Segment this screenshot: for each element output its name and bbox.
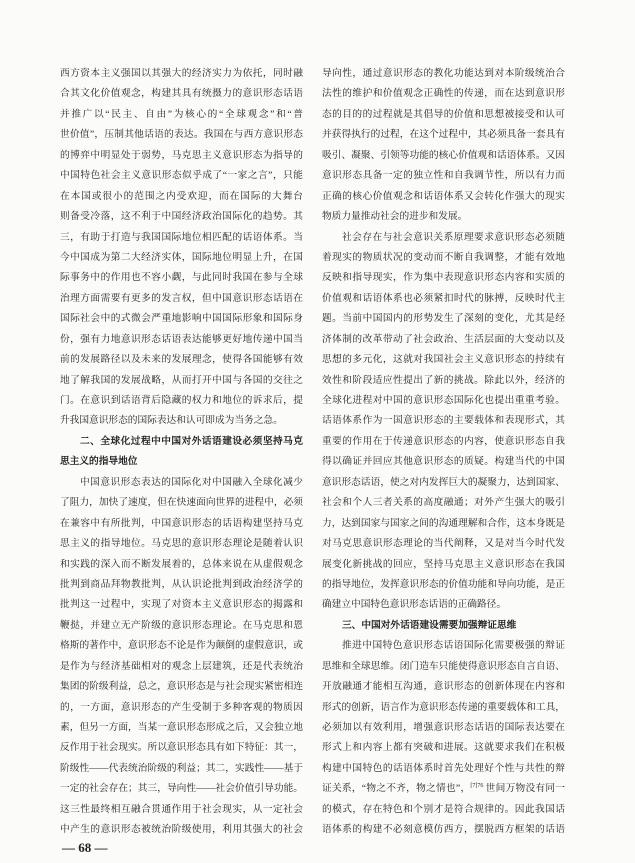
- text-line: 的，一方面，意识形态的产生受制于多种客观的物质因: [60, 701, 303, 713]
- text-line: 导向性，通过意识形态的教化功能达到对本阶级统治合: [322, 68, 565, 79]
- text-line: 这三性最终相互融合贯通作用于社会现实，从一定社会: [60, 803, 303, 815]
- text-line: 阶级性——代表统治阶级的利益；其二，实践性——基于: [60, 762, 303, 774]
- page-number: — 68 —: [62, 840, 108, 855]
- text-line: 价值观和话语体系也必须紧扣时代的脉搏，反映时代主: [322, 292, 565, 304]
- text-line: 和实践的深入而不断发展着的，总体来说在从虚假观念: [60, 558, 303, 570]
- text-line: 地了解我国的发展战略，从而打开中国与各国的交往之: [60, 374, 303, 386]
- text-line: 份，强有力地意识形态话语表达能够更好地传递中国当: [60, 333, 303, 345]
- text-line: 并推广以“民主、自由”为核心的“全球观念”和“普: [60, 108, 303, 120]
- text-line: 着现实的物质状况的变动而不断自我调整，才能有效地: [322, 251, 565, 263]
- text-line: 三，有助于打造与我国国际地位相匹配的话语体系。当: [60, 231, 303, 243]
- text-line: 重要的作用在于传递意识形态的内容，使意识形态自我: [322, 435, 565, 447]
- text-line: 格斯的著作中，意识形态不论是作为颠倒的虚假意识，或: [60, 640, 303, 652]
- text-line: 力，达到国家与国家之间的沟通理解和合作，这本身既是: [322, 517, 565, 529]
- text-line: 的博弈中明显处于弱势，马克思主义意识形态为指导的: [60, 149, 303, 161]
- text-line: 在兼容中有所批判，中国意识形态的话语构建坚持马克: [60, 517, 303, 529]
- text-line: 中产生的意识形态被统治阶级使用，利用其强大的社会: [60, 824, 303, 836]
- text-line: 意识形态具备一定的独立性和自我调节性，所以有力而: [322, 170, 565, 182]
- text-line: 展变化新挑战的回应，坚持马克思主义意识形态在我国: [322, 558, 565, 570]
- text-line: 今中国成为第二大经济实体，国际地位明显上升，在国: [60, 251, 303, 263]
- text-line: 推进中国特色意识形态话语国际化需要极强的辩证: [342, 640, 565, 652]
- section-heading: [60, 432, 303, 473]
- text-line: 世价值”，压制其他话语的表达。我国在与西方意识形态: [60, 129, 303, 141]
- text-line: 济体制的改革带动了社会政治、生活层面的大变动以及: [322, 333, 565, 345]
- paragraph: [60, 473, 303, 841]
- text-line: 素，但另一方面，当某一意识形态形成之后，又会独立地: [60, 722, 303, 733]
- text-line: 在本国或很小的范围之内受欢迎，而在国际的大舞台: [60, 190, 303, 202]
- text-line: 题。当前中国国内的形势发生了深刻的变化，尤其是经: [322, 313, 565, 325]
- text-line: 确建立中国特色意识形态话语的正确路径。: [322, 599, 507, 611]
- text-line: 的指导地位，发挥意识形态的价值功能和导向功能，是正: [322, 578, 565, 590]
- text-line: 思主义的指导地位。马克思的意识形态理论是随着认识: [60, 538, 303, 550]
- text-line: 中国意识形态表达的国际化对中国融入全球化减少: [80, 476, 303, 488]
- text-line: 法性的维护和价值观念正确性的传递，而在达到意识形: [322, 88, 565, 100]
- text-line: 社会存在与社会意识关系原理要求意识形态必须随: [342, 231, 565, 243]
- text-line: 效性和阶段适应性提出了新的挑战。除此以外，经济的: [322, 374, 565, 386]
- text-line: 反映和指导现实，作为集中表现意识形态内容和实质的: [322, 272, 565, 284]
- text-line: 开放融通才能相互沟通，意识形态的创新体现在内容和: [322, 681, 565, 693]
- text-segment: 世间万物没有同一: [485, 783, 565, 795]
- text-line: 门。在意识到话语背后隐藏的权力和地位的诉求后，提: [60, 395, 303, 406]
- text-line: 吸引、凝聚、引领等功能的核心价值观和话语体系。又因: [322, 149, 565, 161]
- left-column: [60, 64, 303, 841]
- text-line: 态的目的的过程就是其倡导的价值和思想被接受和认可: [322, 108, 565, 120]
- text-line: 思想的多元化，这就对我国社会主义意识形态的持续有: [322, 354, 565, 366]
- text-line: 话语体系作为一国意识形态的主要载体和表现形式，其: [322, 415, 565, 427]
- text-line: 集团的阶级利益，总之，意识形态是与社会现实紧密相连: [60, 681, 303, 693]
- section-heading: 三、中国对外话语建设需要加强辩证思维: [342, 619, 517, 631]
- text-line: 际事务中的作用也不容小觑，与此同时我国在参与全球: [60, 272, 303, 284]
- text-line: 形式上和内容上都有突破和进展。这就要求我们在积极: [322, 742, 565, 754]
- text-line: 批判这一过程中，实现了对资本主义意识形态的揭露和: [60, 599, 303, 611]
- text-line: 物质力量推动社会的进步和发展。: [322, 211, 468, 223]
- text-line: 得以确证并回应其他意识形态的质疑。构建当代的中国: [322, 456, 565, 468]
- heading-line: 二、全球化过程中中国对外话语建设必须坚持马克: [80, 435, 303, 447]
- text-line: 思维和全球思维。闭门造车只能使得意识形态自言自语、: [322, 660, 565, 672]
- text-line: 升我国意识形态的国际表达和认可即成为当务之急。: [60, 415, 283, 427]
- text-line: 一定的社会存在；其三，导向性——社会价值引导功能。: [60, 783, 303, 795]
- text-line: 治理方面需要有更多的发言权，但中国意识形态话语在: [60, 292, 303, 304]
- text-line: 反作用于社会现实。所以意识形态具有如下特征：其一，: [60, 742, 303, 754]
- text-line: 社会和个人三者关系的高度融通；对外产生强大的吸引: [322, 497, 565, 509]
- text-line: 鞭挞，并建立无产阶级的意识形态理论。在马克思和恩: [60, 619, 303, 631]
- text-line: 语体系的构建不必刻意模仿西方，摆脱西方框架的话语: [322, 824, 565, 836]
- text-line: 合其文化价值观念，构建其具有统摄力的意识形态话语: [60, 88, 303, 100]
- text-line: 意识形态话语，使之对内发挥巨大的凝聚力，达到国家、: [322, 476, 565, 488]
- right-column: [322, 64, 565, 841]
- text-segment: 证关系，“物之不齐，物之情也”，: [322, 783, 471, 795]
- text-line: 则备受冷落，这不利于中国经济政治国际化的趋势。其: [60, 211, 303, 223]
- text-line: 形式的创新，语言作为意识形态传递的重要载体和工具，: [322, 701, 565, 713]
- heading-line: 思主义的指导地位: [60, 456, 138, 468]
- text-line: 构建中国特色的话语体系时首先处理好个性与共性的辩: [322, 762, 565, 774]
- text-line: 批判到商品拜物教批判，从认识论批判到政治经济学的: [60, 578, 303, 590]
- citation-superscript: [7]76: [470, 783, 484, 790]
- text-line: 必须加以有效利用，增强意识形态话语的国际表达要在: [322, 722, 565, 733]
- paragraph: [322, 636, 565, 840]
- paragraph: [322, 228, 565, 616]
- text-line: 是作为与经济基础相对的观念上层建筑，还是代表统治: [60, 660, 303, 672]
- paragraph: [60, 64, 303, 432]
- text-line: 前的发展路径以及未来的发展理念，使得各国能够有效: [60, 354, 303, 366]
- text-line: 国际社会中的式微会严重地影响中国国际形象和国际身: [60, 313, 303, 325]
- paragraph: [322, 64, 565, 228]
- text-line: 全球化进程对中国的意识形态国际化也提出重重考验。: [322, 395, 565, 406]
- text-line: 正确的核心价值观念和话语体系又会转化作强大的现实: [322, 190, 565, 202]
- text-line: 了阻力，加快了速度，但在快速面向世界的进程中，必须: [60, 497, 303, 509]
- text-line: [322, 779, 565, 799]
- text-line: 并获得执行的过程，在这个过程中，其必须具备一套具有: [322, 129, 565, 141]
- text-line: 西方资本主义强国以其强大的经济实力为依托，同时融: [60, 68, 303, 79]
- text-line: 对马克思意识形态理论的当代阐释，又是对当今时代发: [322, 538, 565, 550]
- text-line: 中国特色社会主义意识形态似乎成了“一家之言”，只能: [60, 170, 303, 182]
- text-line: 的模式，存在特色和个别才是符合规律的。因此我国话: [322, 803, 565, 815]
